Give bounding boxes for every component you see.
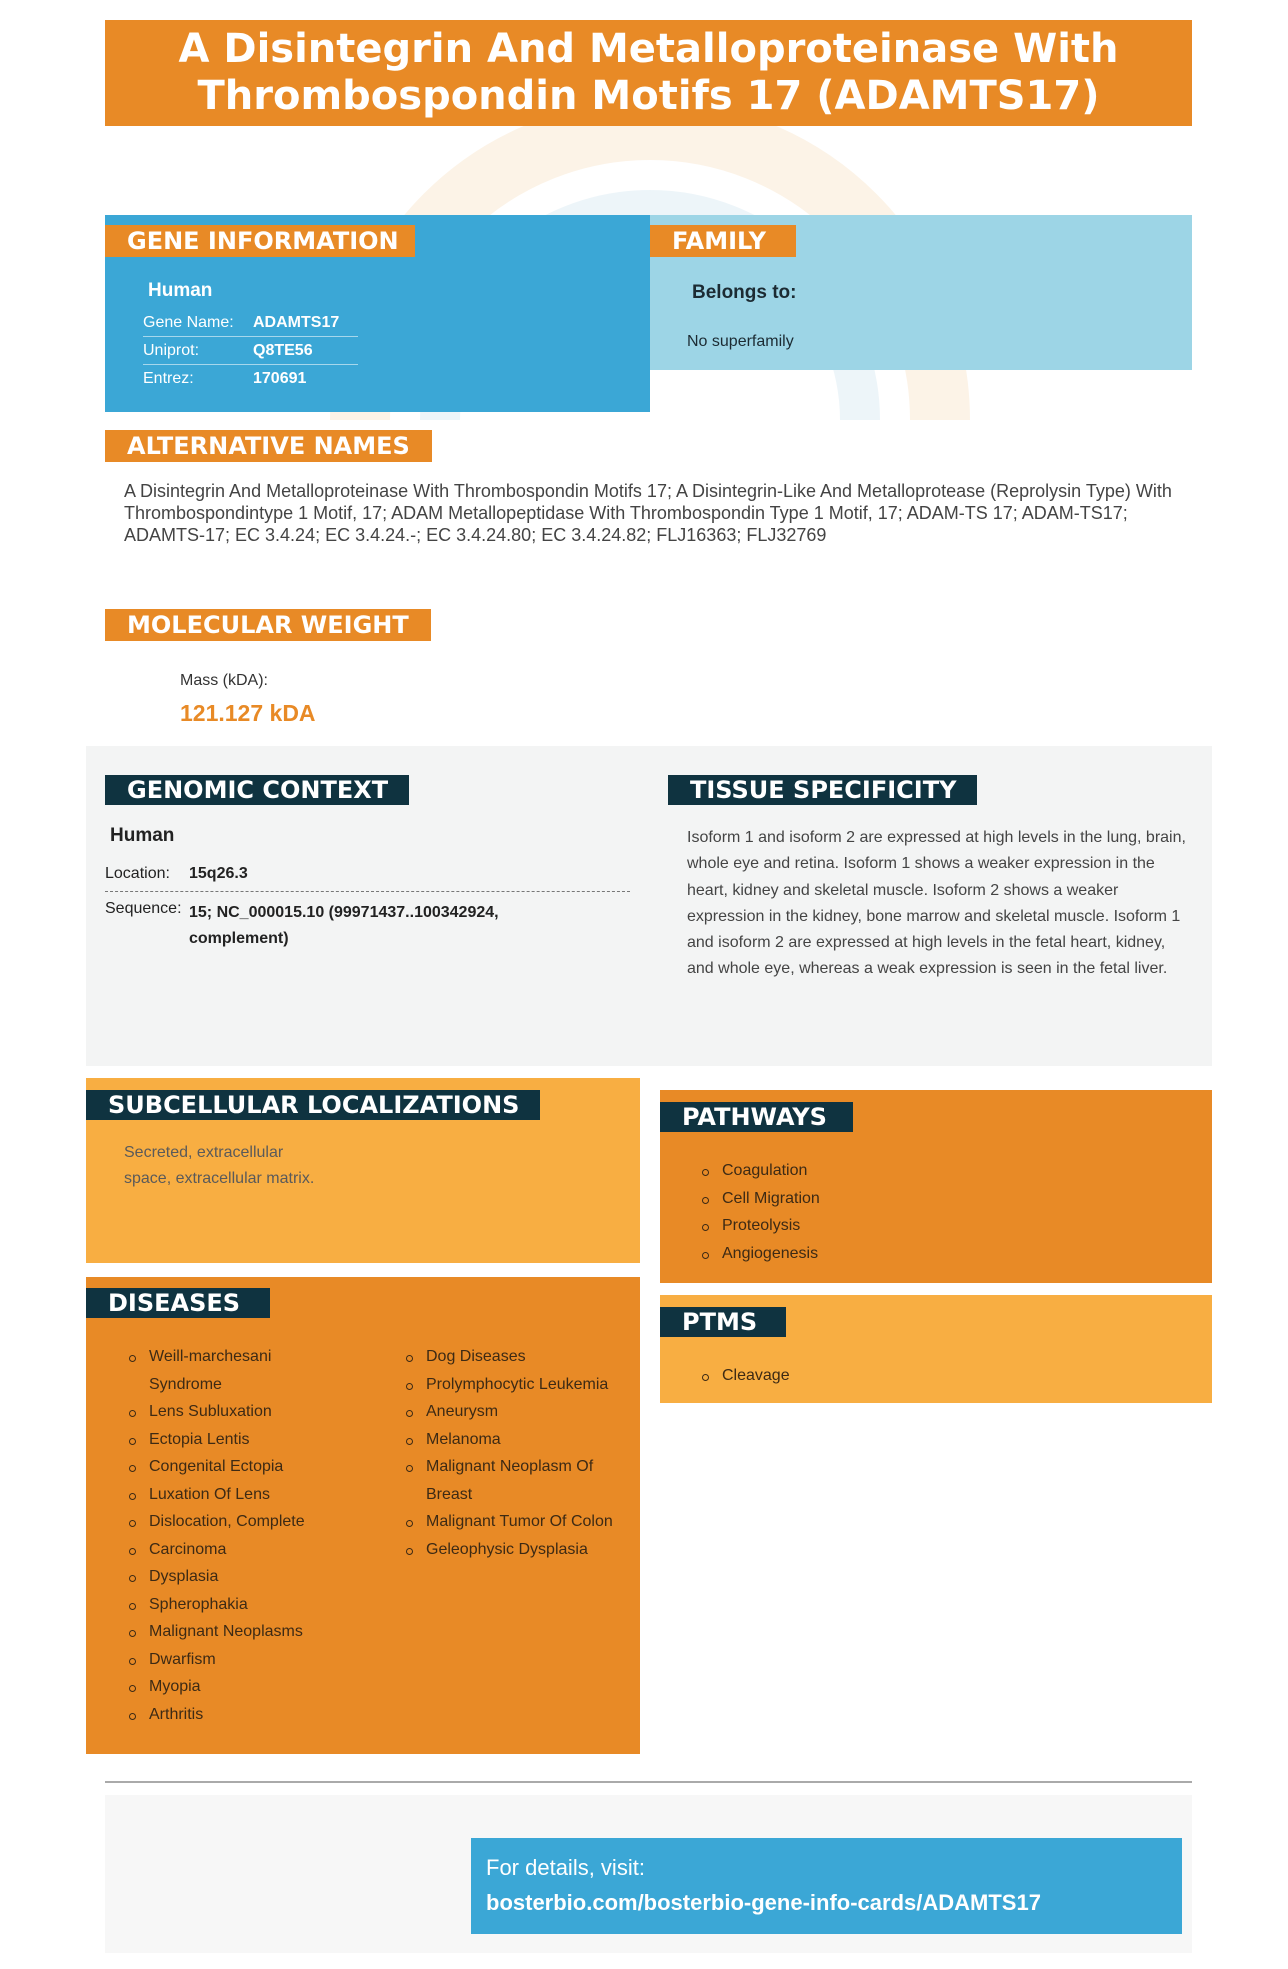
location-value: 15q26.3 — [189, 865, 248, 882]
pathways-list — [697, 1157, 997, 1267]
list-item: Coagulation — [697, 1157, 997, 1185]
entrez-value: 170691 — [253, 370, 307, 387]
list-item: Malignant Neoplasms — [124, 1618, 339, 1646]
entrez-label: Entrez: — [143, 370, 194, 387]
details-link[interactable]: bosterbio.com/bosterbio-gene-info-cards/ADAMTS17 — [486, 1890, 1041, 1915]
sequence-label: Sequence: — [105, 900, 182, 917]
list-item: Luxation Of Lens — [124, 1481, 339, 1509]
family-heading: FAMILY — [650, 225, 796, 257]
list-item: Prolymphocytic Leukemia — [401, 1371, 616, 1399]
diseases-list-column-2 — [401, 1343, 616, 1563]
page-title: A Disintegrin And Metalloproteinase With Thrombospondin Motifs 17 (ADAMTS17) — [178, 26, 1119, 119]
footer-divider — [105, 1781, 1192, 1783]
molecular-weight-heading: MOLECULAR WEIGHT — [105, 609, 431, 641]
list-item: Dislocation, Complete — [124, 1508, 339, 1536]
gene-species: Human — [148, 280, 213, 301]
sequence-value: 15; NC_000015.10 (99971437..100342924, complement) — [189, 904, 499, 947]
list-item: Melanoma — [401, 1426, 616, 1454]
location-label: Location: — [105, 865, 170, 882]
title-banner — [105, 20, 1192, 126]
family-belongs-label: Belongs to: — [692, 282, 797, 303]
list-item: Ectopia Lentis — [124, 1426, 339, 1454]
genomic-context-heading: GENOMIC CONTEXT — [105, 775, 409, 805]
gene-name-label: Gene Name: — [143, 314, 234, 331]
list-item: Dwarfism — [124, 1646, 339, 1674]
ptms-heading: PTMS — [660, 1307, 786, 1337]
list-item: Dog Diseases — [401, 1343, 616, 1371]
list-item: Dysplasia — [124, 1563, 339, 1591]
list-item: Spherophakia — [124, 1591, 339, 1619]
mass-label: Mass (kDA): — [180, 672, 268, 689]
list-item: Carcinoma — [124, 1536, 339, 1564]
list-item: Malignant Neoplasm Of Breast — [401, 1453, 616, 1508]
uniprot-label: Uniprot: — [143, 342, 200, 359]
subcellular-text: Secreted, extracellular space, extracellular matrix. — [124, 1144, 315, 1188]
list-item: Lens Subluxation — [124, 1398, 339, 1426]
genomic-species: Human — [110, 825, 175, 846]
entrez-row — [143, 365, 358, 393]
gene-name-row — [143, 309, 358, 337]
list-item: Cleavage — [697, 1362, 997, 1390]
mass-value: 121.127 kDA — [180, 700, 316, 726]
tissue-specificity-heading: TISSUE SPECIFICITY — [668, 775, 977, 805]
family-value: No superfamily — [687, 333, 794, 350]
gene-name-value: ADAMTS17 — [253, 314, 340, 331]
details-link-box[interactable] — [471, 1838, 1182, 1934]
list-item: Proteolysis — [697, 1212, 997, 1240]
list-item: Arthritis — [124, 1701, 339, 1729]
diseases-heading: DISEASES — [86, 1288, 270, 1318]
alternative-names-heading: ALTERNATIVE NAMES — [105, 430, 432, 462]
gene-information-heading: GENE INFORMATION — [105, 225, 415, 257]
alternative-names-text: A Disintegrin And Metalloproteinase With Thrombospondin Motifs 17; A Disintegrin-Like And Metalloprotease (Reprolysin Type) With Thrombospondintype 1 Motif, 17; ADAM Metallopeptidase With Thrombospondin Type 1 Motif, 17; ADAM-TS 17; ADAM-TS17; ADAMTS-17; EC 3.4.24; EC 3.4.24.-; EC 3.4.24.80; EC 3.4.24.82; FLJ16363; FLJ32769 — [124, 481, 1172, 545]
tissue-specificity-text: Isoform 1 and isoform 2 are expressed at high levels in the lung, brain, whole eye and retina. Isoform 1 shows a weaker expression in the heart, kidney and skeletal muscle. Isoform 2 shows a weaker expression in the kidney, bone marrow and skeletal muscle. Isoform 1 and isoform 2 are expressed at high levels in the fetal heart, kidney, and whole eye, whereas a weak expression is seen in the fetal liver. — [687, 829, 1186, 978]
ptms-list — [697, 1362, 997, 1390]
uniprot-value: Q8TE56 — [253, 342, 313, 359]
details-prompt: For details, visit: — [486, 1855, 645, 1880]
list-item: Myopia — [124, 1673, 339, 1701]
list-item: Congenital Ectopia — [124, 1453, 339, 1481]
list-item: Geleophysic Dysplasia — [401, 1536, 616, 1564]
list-item: Aneurysm — [401, 1398, 616, 1426]
uniprot-row — [143, 337, 358, 365]
diseases-list-column-1 — [124, 1343, 339, 1728]
list-item: Angiogenesis — [697, 1240, 997, 1268]
genomic-divider — [105, 891, 630, 892]
list-item: Weill-marchesani Syndrome — [124, 1343, 339, 1398]
list-item: Malignant Tumor Of Colon — [401, 1508, 616, 1536]
pathways-heading: PATHWAYS — [660, 1102, 853, 1132]
list-item: Cell Migration — [697, 1185, 997, 1213]
subcellular-heading: SUBCELLULAR LOCALIZATIONS — [86, 1090, 540, 1120]
